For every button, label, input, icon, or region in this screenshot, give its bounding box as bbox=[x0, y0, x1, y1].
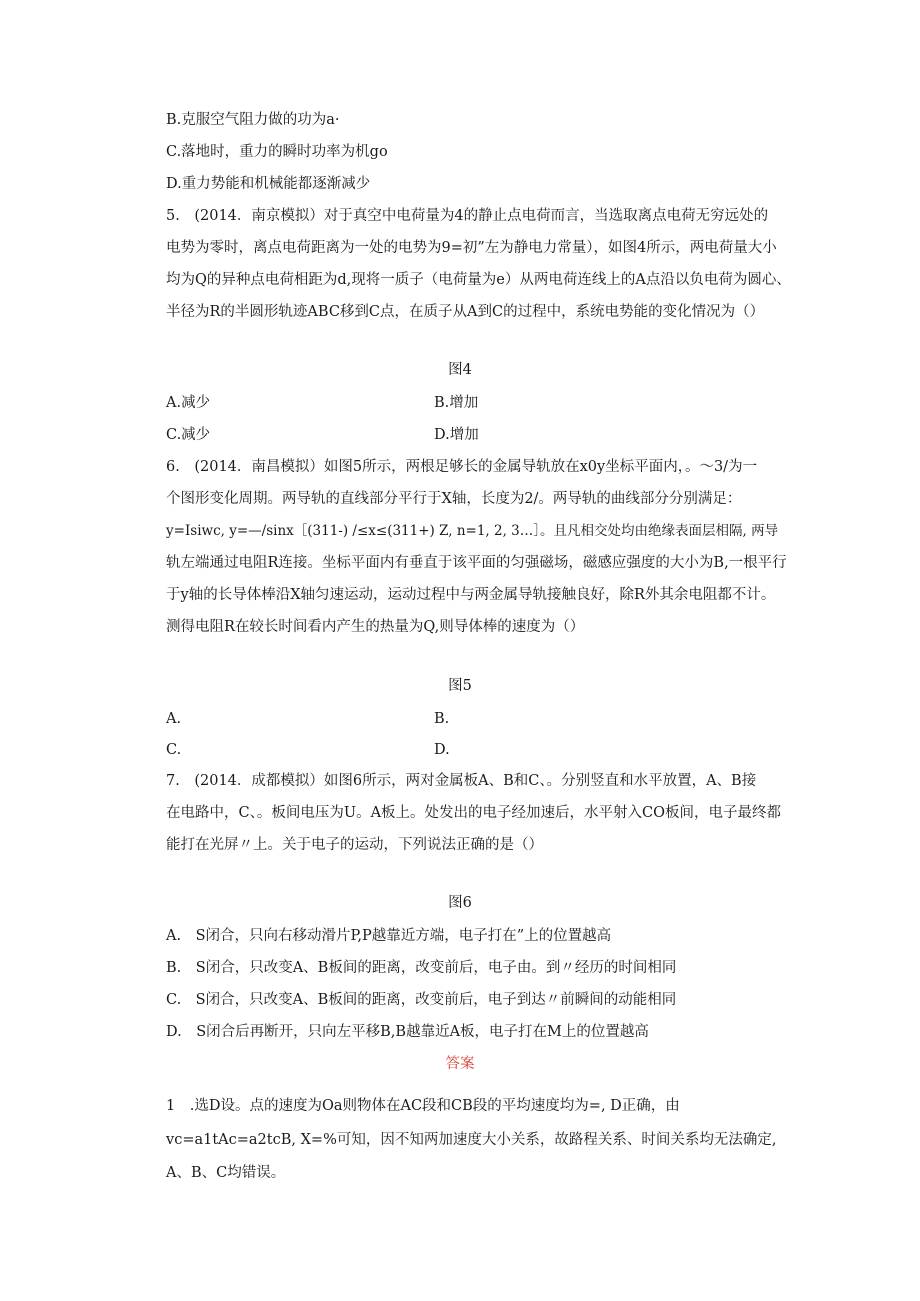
q6-option-a: A. bbox=[166, 711, 182, 727]
q7-text-line-1: 7. (2014．成都模拟）如图6所示，两对金属板A、B和C、。分别竖直和水平放置，A、B接 bbox=[166, 773, 757, 789]
q6-text-line-2: 个图形变化周期。两导轨的直线部分平行于X轴，长度为2/。两导轨的曲线部分分别满足： bbox=[166, 491, 742, 507]
q4-option-b: B.克服空气阻力做的功为a· bbox=[166, 112, 340, 128]
q5-text-line-2: 电势为零时，离点电荷距离为一处的电势为9=初”左为静电力常量），如图4所示，两电荷量大小 bbox=[166, 240, 777, 256]
answer-1-line-3: A、B、C均错误。 bbox=[166, 1165, 286, 1181]
q5-text-line-4: 半径为R的半圆形轨迹ABC移到C点，在质子从A到C的过程中，系统电势能的变化情况为（） bbox=[166, 304, 765, 320]
answer-1-line-1: 1 .选D设。点的速度为Oa则物体在AC段和CB段的平均速度均为=, D正确，由 bbox=[166, 1098, 680, 1114]
q7-figure-caption: 图6 bbox=[448, 895, 472, 911]
q5-option-b: B.增加 bbox=[434, 395, 479, 411]
q5-figure-caption: 图4 bbox=[448, 362, 472, 378]
q7-text-line-3: 能打在光屏〃上。关于电子的运动，下列说法正确的是（） bbox=[166, 837, 543, 853]
q6-text-line-1: 6. (2014．南昌模拟）如图5所示，两根足够长的金属导轨放在x0y坐标平面内，。～3/为一 bbox=[166, 459, 758, 475]
q6-option-b: B. bbox=[434, 711, 450, 727]
q5-option-d: D.增加 bbox=[434, 427, 479, 443]
q6-figure-caption: 图5 bbox=[448, 678, 472, 694]
answers-title: 答案 bbox=[445, 1056, 475, 1072]
q6-option-d: D. bbox=[434, 742, 450, 758]
q7-option-c: C. S闭合，只改变A、B板间的距离，改变前后，电子到达〃前瞬间的动能相同 bbox=[166, 992, 677, 1008]
q4-option-c: C.落地时，重力的瞬时功率为机go bbox=[166, 144, 388, 160]
q6-option-c: C. bbox=[166, 742, 182, 758]
q7-option-d: D. S闭合后再断开，只向左平移B,B越靠近A板，电子打在M上的位置越高 bbox=[166, 1024, 649, 1040]
q5-option-c: C.减少 bbox=[166, 427, 211, 443]
q7-option-a: A. S闭合，只向右移动滑片P,P越靠近方端，电子打在”上的位置越高 bbox=[166, 928, 612, 944]
q6-text-line-6: 测得电阻R在较长时间看内产生的热量为Q,则导体棒的速度为（） bbox=[166, 619, 585, 635]
q5-option-a: A.减少 bbox=[166, 395, 211, 411]
q7-text-line-2: 在电路中，C、。板间电压为U。A板上。处发出的电子经加速后，水平射入CO板间，电子最终都 bbox=[166, 805, 782, 821]
q5-text-line-3: 均为Q的异种点电荷相距为d,现将一质子（电荷量为e）从两电荷连线上的A点沿以负电荷为圆心、 bbox=[166, 272, 791, 288]
q6-text-line-5: 于y轴的长导体棒沿X轴匀速运动，运动过程中与两金属导轨接触良好，除R外其余电阻都不计。 bbox=[166, 587, 776, 603]
q6-text-line-3: y=Isiwc, y=—/sinx［(311-) /≤x≤(311+) Z, n=1, 2, 3…］。且凡相交处均由绝缘表面层相隔, 两导 bbox=[166, 523, 779, 539]
answer-1-line-2: vc=a1tAc=a2tcB, X=%可知，因不知两加速度大小关系，故路程关系、时间关系均无法确定, bbox=[166, 1132, 777, 1148]
q4-option-d: D.重力势能和机械能都逐渐减少 bbox=[166, 176, 371, 192]
q6-text-line-4: 轨左端通过电阻R连接。坐标平面内有垂直于该平面的匀强磁场，磁感应强度的大小为B,一根平行 bbox=[166, 555, 787, 571]
q5-text-line-1: 5. (2014．南京模拟）对于真空中电荷量为4的静止点电荷而言，当选取离点电荷无穷远处的 bbox=[166, 208, 769, 224]
q7-option-b: B. S闭合，只改变A、B板间的距离，改变前后，电子由。到〃经历的时间相同 bbox=[166, 960, 677, 976]
